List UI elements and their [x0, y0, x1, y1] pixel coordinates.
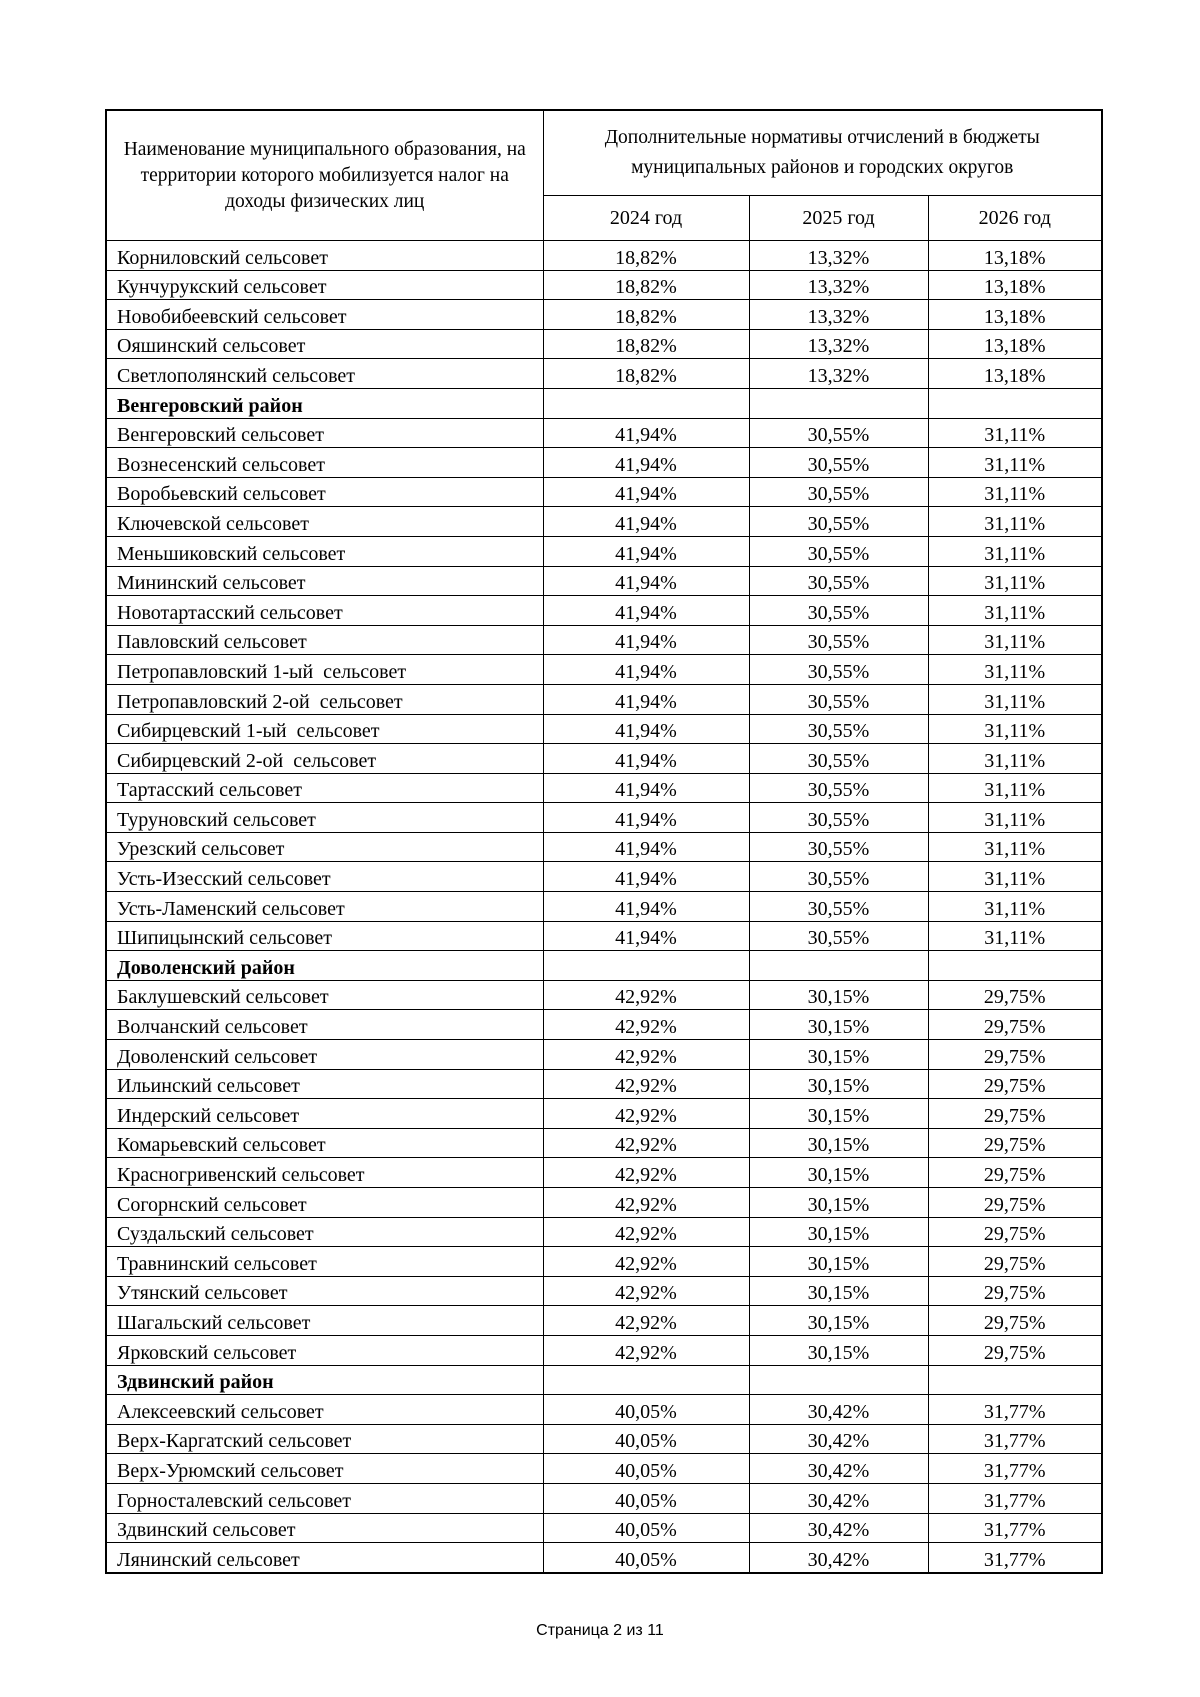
municipality-name: Индерский сельсовет — [106, 1099, 543, 1129]
municipality-name: Лянинский сельсовет — [106, 1543, 543, 1573]
municipality-name: Ключевской сельсовет — [106, 507, 543, 537]
table-row — [106, 862, 1102, 892]
municipality-name: Корниловский сельсовет — [106, 241, 543, 271]
value-2024: 18,82% — [543, 241, 749, 271]
value-2024: 40,05% — [543, 1395, 749, 1425]
value-2024: 41,94% — [543, 566, 749, 596]
value-2025: 30,42% — [749, 1454, 928, 1484]
value-2026: 31,11% — [928, 536, 1102, 566]
value-2024 — [543, 1365, 749, 1395]
header-municipality-name: Наименование муниципального образования, на территории которого мобилизуется налог на доходы физических лиц — [106, 110, 543, 241]
value-2024: 42,92% — [543, 1217, 749, 1247]
table-row — [106, 241, 1102, 271]
value-2025: 30,15% — [749, 1069, 928, 1099]
value-2024: 40,05% — [543, 1424, 749, 1454]
value-2025: 30,42% — [749, 1513, 928, 1543]
table-row — [106, 1069, 1102, 1099]
value-2024: 41,94% — [543, 625, 749, 655]
municipality-name: Павловский сельсовет — [106, 625, 543, 655]
table-row — [106, 1306, 1102, 1336]
table-row — [106, 832, 1102, 862]
value-2024: 41,94% — [543, 803, 749, 833]
value-2026: 31,11% — [928, 832, 1102, 862]
value-2024: 42,92% — [543, 1306, 749, 1336]
value-2026: 31,11% — [928, 773, 1102, 803]
municipality-name: Ояшинский сельсовет — [106, 329, 543, 359]
table-row — [106, 507, 1102, 537]
value-2026: 29,75% — [928, 1188, 1102, 1218]
value-2024: 40,05% — [543, 1483, 749, 1513]
municipality-name: Верх-Каргатский сельсовет — [106, 1424, 543, 1454]
value-2026: 29,75% — [928, 1335, 1102, 1365]
value-2025: 13,32% — [749, 241, 928, 271]
value-2025: 30,15% — [749, 1188, 928, 1218]
municipality-name: Здвинский сельсовет — [106, 1513, 543, 1543]
value-2026: 29,75% — [928, 1099, 1102, 1129]
value-2026: 31,77% — [928, 1513, 1102, 1543]
value-2024: 41,94% — [543, 477, 749, 507]
value-2024: 42,92% — [543, 1188, 749, 1218]
value-2024: 41,94% — [543, 596, 749, 626]
value-2026: 29,75% — [928, 1306, 1102, 1336]
value-2026: 31,11% — [928, 566, 1102, 596]
value-2024 — [543, 951, 749, 981]
value-2026: 13,18% — [928, 359, 1102, 389]
municipality-name: Доволенский сельсовет — [106, 1040, 543, 1070]
table-row — [106, 1543, 1102, 1573]
municipality-name: Урезский сельсовет — [106, 832, 543, 862]
value-2026: 29,75% — [928, 1217, 1102, 1247]
value-2026: 31,11% — [928, 862, 1102, 892]
value-2025: 30,15% — [749, 1099, 928, 1129]
value-2026: 31,11% — [928, 684, 1102, 714]
value-2024: 42,92% — [543, 1247, 749, 1277]
value-2025: 30,42% — [749, 1483, 928, 1513]
municipality-name: Тартасский сельсовет — [106, 773, 543, 803]
value-2026: 31,77% — [928, 1483, 1102, 1513]
value-2026: 31,11% — [928, 921, 1102, 951]
value-2025: 30,55% — [749, 892, 928, 922]
value-2025: 30,55% — [749, 418, 928, 448]
municipality-name: Мининский сельсовет — [106, 566, 543, 596]
table-row — [106, 714, 1102, 744]
value-2025: 30,15% — [749, 980, 928, 1010]
value-2024: 42,92% — [543, 1040, 749, 1070]
table-row — [106, 1335, 1102, 1365]
municipality-name: Усть-Изесский сельсовет — [106, 862, 543, 892]
header-year-2026: 2026 год — [928, 196, 1102, 241]
value-2025: 30,42% — [749, 1424, 928, 1454]
value-2026: 29,75% — [928, 1158, 1102, 1188]
value-2026: 31,11% — [928, 596, 1102, 626]
value-2025: 30,15% — [749, 1128, 928, 1158]
value-2026: 31,77% — [928, 1543, 1102, 1573]
value-2025: 30,15% — [749, 1010, 928, 1040]
value-2026: 31,77% — [928, 1454, 1102, 1484]
value-2026: 31,11% — [928, 803, 1102, 833]
district-row — [106, 1365, 1102, 1395]
table-row — [106, 477, 1102, 507]
value-2026: 31,11% — [928, 418, 1102, 448]
municipality-name: Шагальский сельсовет — [106, 1306, 543, 1336]
value-2024: 42,92% — [543, 980, 749, 1010]
table-row — [106, 921, 1102, 951]
value-2025: 13,32% — [749, 270, 928, 300]
table-row — [106, 1158, 1102, 1188]
municipality-name: Ильинский сельсовет — [106, 1069, 543, 1099]
municipality-name: Кунчурукский сельсовет — [106, 270, 543, 300]
value-2025: 30,55% — [749, 596, 928, 626]
municipality-name: Согорнский сельсовет — [106, 1188, 543, 1218]
value-2025: 30,55% — [749, 832, 928, 862]
header-year-2024: 2024 год — [543, 196, 749, 241]
table-row — [106, 596, 1102, 626]
value-2025: 30,15% — [749, 1247, 928, 1277]
value-2024: 18,82% — [543, 329, 749, 359]
municipality-name: Туруновский сельсовет — [106, 803, 543, 833]
municipality-name: Новобибеевский сельсовет — [106, 300, 543, 330]
value-2024: 41,94% — [543, 862, 749, 892]
table-row — [106, 300, 1102, 330]
table-row — [106, 566, 1102, 596]
table-row — [106, 418, 1102, 448]
table-row — [106, 773, 1102, 803]
table-row — [106, 536, 1102, 566]
value-2025: 30,55% — [749, 655, 928, 685]
value-2024: 41,94% — [543, 714, 749, 744]
value-2026: 31,11% — [928, 448, 1102, 478]
value-2024: 42,92% — [543, 1158, 749, 1188]
table-body — [106, 241, 1102, 1573]
header-year-2025: 2025 год — [749, 196, 928, 241]
table-row — [106, 1040, 1102, 1070]
district-name: Венгеровский район — [106, 388, 543, 418]
municipality-name: Усть-Ламенский сельсовет — [106, 892, 543, 922]
value-2025: 30,15% — [749, 1306, 928, 1336]
value-2024: 42,92% — [543, 1335, 749, 1365]
table-row — [106, 1128, 1102, 1158]
municipality-name: Утянский сельсовет — [106, 1276, 543, 1306]
value-2024: 42,92% — [543, 1099, 749, 1129]
value-2025: 30,55% — [749, 625, 928, 655]
value-2025 — [749, 951, 928, 981]
value-2025: 30,55% — [749, 536, 928, 566]
municipality-name: Сибирцевский 2-ой сельсовет — [106, 744, 543, 774]
value-2025: 30,55% — [749, 714, 928, 744]
municipality-name: Комарьевский сельсовет — [106, 1128, 543, 1158]
municipality-name: Ярковский сельсовет — [106, 1335, 543, 1365]
value-2024: 40,05% — [543, 1513, 749, 1543]
municipality-name: Красногривенский сельсовет — [106, 1158, 543, 1188]
table-row — [106, 803, 1102, 833]
value-2026: 31,11% — [928, 714, 1102, 744]
table-row — [106, 1424, 1102, 1454]
value-2026: 29,75% — [928, 1247, 1102, 1277]
value-2024 — [543, 388, 749, 418]
value-2025: 30,55% — [749, 803, 928, 833]
value-2026: 31,11% — [928, 625, 1102, 655]
value-2025: 30,55% — [749, 744, 928, 774]
value-2024: 18,82% — [543, 300, 749, 330]
value-2026: 29,75% — [928, 1276, 1102, 1306]
value-2025: 13,32% — [749, 359, 928, 389]
table-row — [106, 1483, 1102, 1513]
value-2026 — [928, 388, 1102, 418]
table-row — [106, 1010, 1102, 1040]
value-2025 — [749, 1365, 928, 1395]
value-2025: 30,15% — [749, 1158, 928, 1188]
value-2025: 30,42% — [749, 1395, 928, 1425]
value-2026: 31,11% — [928, 744, 1102, 774]
value-2024: 40,05% — [543, 1454, 749, 1484]
value-2025 — [749, 388, 928, 418]
value-2026: 29,75% — [928, 1069, 1102, 1099]
value-2026 — [928, 951, 1102, 981]
table-row — [106, 1395, 1102, 1425]
table-row — [106, 980, 1102, 1010]
value-2025: 30,55% — [749, 773, 928, 803]
value-2026: 31,11% — [928, 507, 1102, 537]
value-2026: 31,11% — [928, 892, 1102, 922]
municipality-name: Травнинский сельсовет — [106, 1247, 543, 1277]
municipality-name: Вознесенский сельсовет — [106, 448, 543, 478]
value-2026: 29,75% — [928, 1040, 1102, 1070]
value-2025: 30,15% — [749, 1276, 928, 1306]
value-2024: 42,92% — [543, 1276, 749, 1306]
value-2024: 41,94% — [543, 536, 749, 566]
table-row — [106, 1247, 1102, 1277]
value-2024: 41,94% — [543, 655, 749, 685]
municipality-name: Шипицынский сельсовет — [106, 921, 543, 951]
table-row — [106, 1513, 1102, 1543]
header-allocation-norms: Дополнительные нормативы отчислений в бюджеты муниципальных районов и городских округов — [543, 110, 1102, 196]
table-header — [106, 110, 1102, 241]
municipality-name: Верх-Урюмский сельсовет — [106, 1454, 543, 1484]
value-2024: 42,92% — [543, 1069, 749, 1099]
table-row — [106, 625, 1102, 655]
table-row — [106, 1217, 1102, 1247]
value-2024: 41,94% — [543, 921, 749, 951]
value-2025: 30,55% — [749, 862, 928, 892]
municipality-name: Алексеевский сельсовет — [106, 1395, 543, 1425]
municipality-name: Меньшиковский сельсовет — [106, 536, 543, 566]
value-2025: 30,55% — [749, 684, 928, 714]
value-2024: 42,92% — [543, 1128, 749, 1158]
municipality-name: Венгеровский сельсовет — [106, 418, 543, 448]
value-2026: 13,18% — [928, 241, 1102, 271]
value-2026: 29,75% — [928, 1010, 1102, 1040]
value-2024: 41,94% — [543, 773, 749, 803]
district-row — [106, 388, 1102, 418]
value-2025: 30,15% — [749, 1335, 928, 1365]
allocation-table — [105, 109, 1103, 1574]
value-2026: 29,75% — [928, 1128, 1102, 1158]
value-2026 — [928, 1365, 1102, 1395]
value-2024: 18,82% — [543, 270, 749, 300]
table-row — [106, 448, 1102, 478]
table-row — [106, 1099, 1102, 1129]
value-2024: 40,05% — [543, 1543, 749, 1573]
value-2024: 41,94% — [543, 448, 749, 478]
value-2024: 41,94% — [543, 832, 749, 862]
page-number: Страница 2 из 11 — [536, 1622, 664, 1639]
table-row — [106, 1188, 1102, 1218]
municipality-name: Сибирцевский 1-ый сельсовет — [106, 714, 543, 744]
value-2024: 42,92% — [543, 1010, 749, 1040]
value-2026: 13,18% — [928, 300, 1102, 330]
table-row — [106, 359, 1102, 389]
value-2025: 30,15% — [749, 1040, 928, 1070]
value-2025: 30,42% — [749, 1543, 928, 1573]
value-2025: 30,55% — [749, 448, 928, 478]
municipality-name: Воробьевский сельсовет — [106, 477, 543, 507]
value-2025: 30,55% — [749, 507, 928, 537]
municipality-name: Петропавловский 2-ой сельсовет — [106, 684, 543, 714]
municipality-name: Петропавловский 1-ый сельсовет — [106, 655, 543, 685]
table-row — [106, 1276, 1102, 1306]
municipality-name: Новотартасский сельсовет — [106, 596, 543, 626]
table-row — [106, 1454, 1102, 1484]
value-2024: 41,94% — [543, 744, 749, 774]
value-2026: 31,11% — [928, 655, 1102, 685]
value-2025: 30,55% — [749, 566, 928, 596]
table-row — [106, 684, 1102, 714]
table-row — [106, 655, 1102, 685]
value-2024: 41,94% — [543, 684, 749, 714]
value-2026: 29,75% — [928, 980, 1102, 1010]
municipality-name: Баклушевский сельсовет — [106, 980, 543, 1010]
value-2026: 13,18% — [928, 329, 1102, 359]
value-2026: 31,77% — [928, 1395, 1102, 1425]
district-name: Доволенский район — [106, 951, 543, 981]
municipality-name: Горносталевский сельсовет — [106, 1483, 543, 1513]
value-2025: 13,32% — [749, 329, 928, 359]
value-2024: 41,94% — [543, 418, 749, 448]
value-2025: 30,15% — [749, 1217, 928, 1247]
table-row — [106, 892, 1102, 922]
municipality-name: Светлополянский сельсовет — [106, 359, 543, 389]
value-2024: 41,94% — [543, 507, 749, 537]
value-2026: 13,18% — [928, 270, 1102, 300]
table-row — [106, 270, 1102, 300]
value-2026: 31,77% — [928, 1424, 1102, 1454]
municipality-name: Суздальский сельсовет — [106, 1217, 543, 1247]
table-row — [106, 744, 1102, 774]
value-2025: 13,32% — [749, 300, 928, 330]
municipality-name: Волчанский сельсовет — [106, 1010, 543, 1040]
district-name: Здвинский район — [106, 1365, 543, 1395]
value-2026: 31,11% — [928, 477, 1102, 507]
table-row — [106, 329, 1102, 359]
value-2025: 30,55% — [749, 921, 928, 951]
district-row — [106, 951, 1102, 981]
value-2024: 18,82% — [543, 359, 749, 389]
value-2025: 30,55% — [749, 477, 928, 507]
value-2024: 41,94% — [543, 892, 749, 922]
